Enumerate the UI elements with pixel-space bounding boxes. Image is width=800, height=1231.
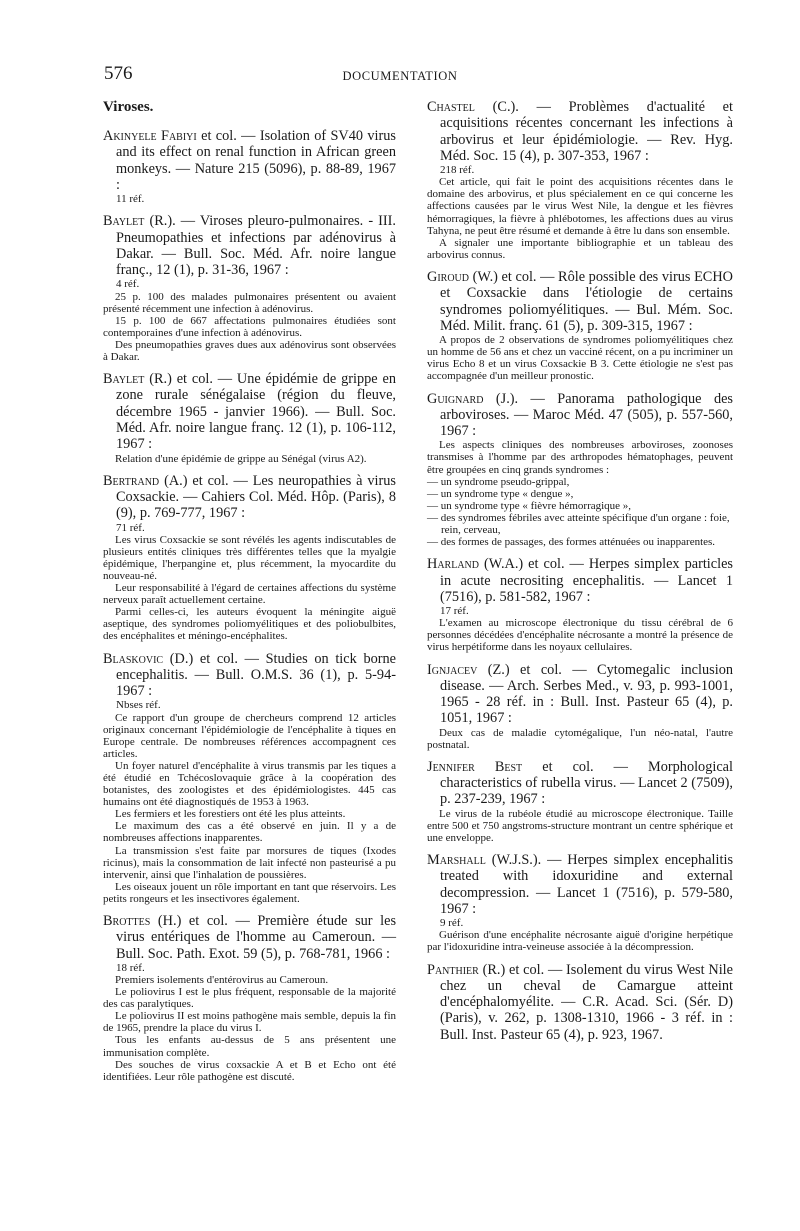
abstract-paragraph: La transmission s'est faite par morsures de tiques (Ixodes ricinus), mais la consommation de lait infecté non pasteurisé a pu intervenir, ainsi que l'inhalation de poussières. xyxy=(103,844,396,881)
citation xyxy=(103,473,396,522)
reference-count: 18 réf. xyxy=(116,961,145,974)
abstract-paragraph: Des souches de virus coxsackie A et B et Echo ont été identifiées. Leur rôle pathogène est discuté. xyxy=(103,1058,396,1083)
author-name: Akinyele Fabiyi xyxy=(103,128,197,144)
citation-text: (J.). — Panorama pathologique des arboviroses. — Maroc Méd. 47 (505), p. 557-560, 1967 : xyxy=(440,390,733,440)
list-item: — un syndrome type « fièvre hémorragique », xyxy=(427,499,632,512)
abstract-paragraph: Les oiseaux jouent un rôle important en tant que réservoirs. Les petits rongeurs et les insectivores également. xyxy=(103,880,396,905)
author-name: Giroud xyxy=(427,268,469,285)
abstract-paragraph: Le poliovirus II est moins pathogène mais semble, depuis la fin de 1965, prendre la place du virus I. xyxy=(103,1010,396,1035)
abstract-paragraph: Des pneumopathies graves dues aux adénovirus sont observées à Dakar. xyxy=(103,338,396,364)
bibliography-entry xyxy=(427,391,733,549)
reference-count: 9 réf. xyxy=(440,917,464,930)
author-name: Baylet xyxy=(103,371,145,388)
author-name: Panthier xyxy=(427,961,479,978)
bibliography-entry xyxy=(103,913,396,1083)
list-item: — des formes de passages, des formes atténuées ou inapparentes. xyxy=(427,536,716,549)
citation-text: (W.J.S.). — Herpes simplex encephalitis treated with idoxuridine and external decompression. — Lancet 1 (7516), p. 579-580, 1967 : xyxy=(440,852,734,917)
abstract-paragraph: Ce rapport d'un groupe de chercheurs comprend 12 articles originaux concernant l'épidémiologie de l'encéphalite à tiques en Europe centrale. De nombreuses références accompagnent ces articles. xyxy=(103,711,396,760)
bibliography-entry xyxy=(103,473,396,643)
bibliography-entry xyxy=(103,651,396,905)
abstract-paragraph: A propos de 2 observations de syndromes poliomyélitiques chez un homme de 56 ans et chez un vacciné récent, on a pu incriminer un virus Echo 8 et un virus Coxsackie B 3. Cette étiologie ne s'est pas accompagnée d'un meilleur pronostic. xyxy=(427,334,733,383)
citation xyxy=(427,962,733,1043)
abstract-paragraph: Cet article, qui fait le point des acquisitions récentes dans le domaine des arbovirus, et plus spécialement en ce qui concerne les affections causées par le virus West Nile, la dengue et les fièvres hémorragiques, la fièvre à phlébotomes, les affections dues au virus Tahyna, ne peut être résumé et demande à être lu dans son ensemble. xyxy=(427,176,733,237)
abstract-paragraph: Leur responsabilité à l'égard de certaines affections du système nerveux paraît actuellement certaine. xyxy=(103,582,396,607)
bibliography-entry xyxy=(427,759,733,844)
list-item: — des syndromes fébriles avec atteinte spécifique d'un organe : foie, rein, cerveau, xyxy=(427,511,730,537)
citation xyxy=(103,913,396,962)
citation-text: (C.). — Problèmes d'actualité et acquisitions récentes concernant les infections à arbovirus et leur épidémiologie. — Rev. Hyg. Méd. Soc. 15 (4), p. 307-353, 1967 : xyxy=(440,99,733,164)
abstract-paragraph: Les aspects cliniques des nombreuses arboviroses, zoonoses transmises à l'homme par des arthropodes hématophages, peuvent être groupées en cinq grands syndromes : xyxy=(427,439,733,476)
author-name: Brottes xyxy=(103,913,151,930)
bibliography-entry xyxy=(427,99,733,261)
bibliography-entry xyxy=(427,852,733,953)
abstract-paragraph: Guérison d'une encéphalite nécrosante aiguë d'origine herpétique par l'idoxuridine intra-veineuse associée à la décompression. xyxy=(427,929,733,954)
abstract-paragraph: A signaler une importante bibliographie et un tableau des arbovirus connus. xyxy=(427,236,733,261)
citation xyxy=(103,371,396,452)
citation xyxy=(427,852,733,917)
left-column xyxy=(103,99,396,1091)
author-name: Chastel xyxy=(427,99,475,115)
citation xyxy=(427,662,733,727)
abstract-paragraph: Relation d'une épidémie de grippe au Sénégal (virus A2). xyxy=(115,452,367,465)
bibliography-entry xyxy=(427,269,733,383)
abstract-paragraph: Les virus Coxsackie se sont révélés les agents indiscutables de plusieurs entités cliniques très différentes telles que la myalgie épidémique, l'herpangine et, plus récemment, la myocardite du nouveau-né. xyxy=(103,533,396,582)
abstract-paragraph: Le poliovirus I est le plus fréquent, responsable de la majorité des cas paralytiques. xyxy=(103,986,396,1011)
running-head: DOCUMENTATION xyxy=(342,69,458,83)
abstract-paragraph: Deux cas de maladie cytomégalique, l'un néo-natal, l'autre postnatal. xyxy=(427,726,733,751)
author-name: Bertrand xyxy=(103,472,160,489)
bibliography-entry xyxy=(427,556,733,653)
citation xyxy=(427,269,733,334)
citation xyxy=(103,213,396,278)
citation-text: (W.A.) et col. — Herpes simplex particles in acute necrositing encephalitis. — Lancet 1 (7516), p. 581-582, 1967 : xyxy=(440,556,733,605)
right-entries xyxy=(427,99,733,1043)
citation-text: (R.). — Viroses pleuro-pulmonaires. - III. Pneumopathies et infections par adénovirus à Dakar. — Bull. Soc. Méd. Afr. noire langue franç., 12 (1), p. 31-36, 1967 : xyxy=(116,213,397,279)
bibliography-entry xyxy=(103,213,396,363)
page-number: 576 xyxy=(104,63,133,84)
reference-count: 17 réf. xyxy=(440,605,469,618)
author-name: Blaskovic xyxy=(103,650,164,667)
citation-text: (D.) et col. — Studies on tick borne encephalitis. — Bull. O.M.S. 36 (1), p. 5-94- 1967 : xyxy=(116,650,396,700)
citation xyxy=(103,128,396,193)
reference-count: 4 réf. xyxy=(116,278,140,291)
reference-count: 71 réf. xyxy=(116,521,145,534)
bibliography-entry xyxy=(427,662,733,751)
citation xyxy=(427,99,733,164)
abstract-paragraph: Tous les enfants au-dessus de 5 ans présentent une immunisation complète. xyxy=(103,1034,396,1059)
bibliography-entry xyxy=(103,371,396,465)
citation-text: et col. — Morphological characteristics of rubella virus. — Lancet 2 (7509), p. 237-239, 1967 : xyxy=(440,758,733,808)
citation-text: (R.) et col. — Une épidémie de grippe en zone rurale sénégalaise (région du fleuve, décembre 1965 - janvier 1966). — Bull. Soc. Méd. Afr. noire langue franç. 12 (1), p. 106-112, 1967 : xyxy=(116,371,396,453)
left-entries xyxy=(103,128,396,1083)
list-item: — un syndrome type « dengue », xyxy=(427,487,574,500)
citation xyxy=(427,759,733,808)
citation-text: et col. — Isolation of SV40 virus and its effect on renal function in African green monkeys. — Nature 215 (5096), p. 88-89, 1967 : xyxy=(116,128,396,193)
abstract-paragraph: Les fermiers et les forestiers ont été les plus atteints. xyxy=(115,808,346,821)
abstract-paragraph: Un foyer naturel d'encéphalite à virus transmis par les tiques a été étudié en Tchécoslovaquie grâce à la coopération des botanistes, des zoologistes et des épidémiologistes. 445 cas humains ont été diagnostiqués de 1953 à 1963. xyxy=(103,759,396,809)
citation xyxy=(427,391,733,440)
author-name: Marshall xyxy=(427,852,486,869)
abstract-paragraph: 15 p. 100 de 667 affectations pulmonaires étudiées sont contemporaines d'une infection à adénovirus. xyxy=(103,314,396,339)
bibliography-entry xyxy=(427,962,733,1043)
reference-count: 218 réf. xyxy=(440,164,475,177)
author-name: Ignjacev xyxy=(427,661,478,678)
list-item: — un syndrome pseudo-grippal, xyxy=(427,475,570,488)
reference-count: 11 réf. xyxy=(116,193,145,206)
citation-text: (W.) et col. — Rôle possible des virus ECHO et Coxsackie dans l'étiologie de certains syndromes poliomyélitiques. — Bul. Mém. Soc. Méd. Milit. franç. 61 (5), p. 309-315, 1967 : xyxy=(440,268,733,334)
citation-text: (A.) et col. — Les neuropathies à virus Coxsackie. — Cahiers Col. Méd. Hôp. (Paris), 8 (9), p. 769-777, 1967 : xyxy=(116,472,396,522)
right-column xyxy=(427,99,733,1051)
citation-text: (H.) et col. — Première étude sur les virus entériques de l'homme au Cameroun. — Bull. Soc. Path. Exot. 59 (5), p. 768-781, 1966 : xyxy=(116,913,397,962)
bibliography-entry xyxy=(103,128,396,205)
author-name: Jennifer Best xyxy=(427,758,523,775)
citation xyxy=(103,651,396,700)
abstract-paragraph: L'examen au microscope électronique du tissu cérébral de 6 personnes décédées d'encéphalite nécrosante a montré la présence de virus herpétiforme dans les noyaux cellulaires. xyxy=(427,617,733,654)
author-name: Guignard xyxy=(427,390,484,407)
section-title: Viroses. xyxy=(103,99,154,115)
author-name: Baylet xyxy=(103,213,145,230)
abstract-paragraph: Parmi celles-ci, les auteurs évoquent la méningite aiguë aseptique, des syndromes poliomyélitiques et des poliobulbites, des encéphalites et méningo-encéphalites. xyxy=(103,606,396,643)
abstract-paragraph: Le virus de la rubéole étudié au microscope électronique. Taille entre 500 et 750 angstroms-structure montrant un centre sphérique et une enveloppe. xyxy=(427,807,733,844)
abstract-paragraph: Le maximum des cas a été observé en juin. Il y a de nombreuses affections inapparentes. xyxy=(103,820,396,845)
abstract-paragraph: Premiers isolements d'entérovirus au Cameroun. xyxy=(115,974,329,986)
reference-count: Nbses réf. xyxy=(116,699,161,712)
citation xyxy=(427,556,733,605)
author-name: Harland xyxy=(427,556,479,573)
abstract-paragraph: 25 p. 100 des malades pulmonaires présentent ou avaient présenté récemment une infection à adénovirus. xyxy=(103,290,396,315)
citation-text: (R.) et col. — Isolement du virus West Nile chez un cheval de Camargue atteint d'encéphalomyélite. — C.R. Acad. Sci. (Sér. D) (Paris), v. 262, p. 1308-1310, 1966 - 3 réf. in : Bull. Inst. Pasteur 65 (4), p. 923, 1967. xyxy=(440,961,733,1043)
citation-text: (Z.) et col. — Cytomegalic inclusion disease. — Arch. Serbes Med., v. 93, p. 993-1001, 1965 - 28 réf. in : Bull. Inst. Pasteur 65 (4), p. 1051, 1967 : xyxy=(440,661,733,727)
